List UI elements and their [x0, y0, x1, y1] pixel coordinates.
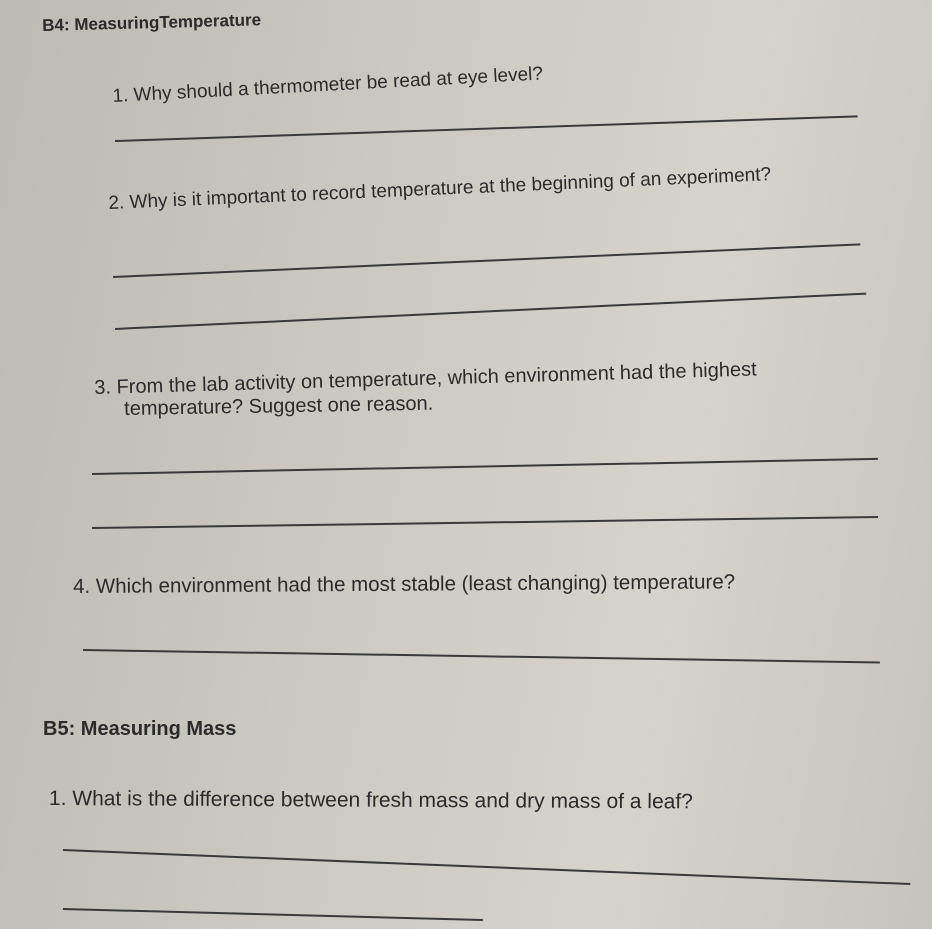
b5-question-1: 1. What is the difference between fresh mass and dry mass of a leaf? — [48, 787, 693, 814]
b4-question-2: 2. Why is it important to record temperature at the beginning of an experiment? — [108, 164, 772, 214]
b4-answer-line-1[interactable] — [115, 115, 858, 142]
b4-question-3-line-2: temperature? Suggest one reason. — [124, 392, 434, 420]
b4-answer-line-2b[interactable] — [115, 293, 866, 330]
section-b5-heading: B5: Measuring Mass — [43, 718, 237, 740]
b4-question-4: 4. Which environment had the most stable (least changing) temperature? — [73, 570, 736, 598]
b4-answer-line-2a[interactable] — [113, 243, 860, 278]
b4-answer-line-3b[interactable] — [92, 516, 878, 529]
b4-question-1: 1. Why should a thermometer be read at eye level? — [112, 63, 544, 107]
section-b4-heading: B4: MeasuringTemperature — [42, 10, 262, 35]
b5-answer-line-1a[interactable] — [63, 849, 910, 885]
b4-answer-line-3a[interactable] — [92, 458, 878, 475]
b4-answer-line-4[interactable] — [83, 649, 880, 664]
b5-answer-line-1b[interactable] — [63, 908, 483, 921]
b4-question-3-line-1: 3. From the lab activity on temperature, which environment had the highest — [94, 358, 757, 399]
